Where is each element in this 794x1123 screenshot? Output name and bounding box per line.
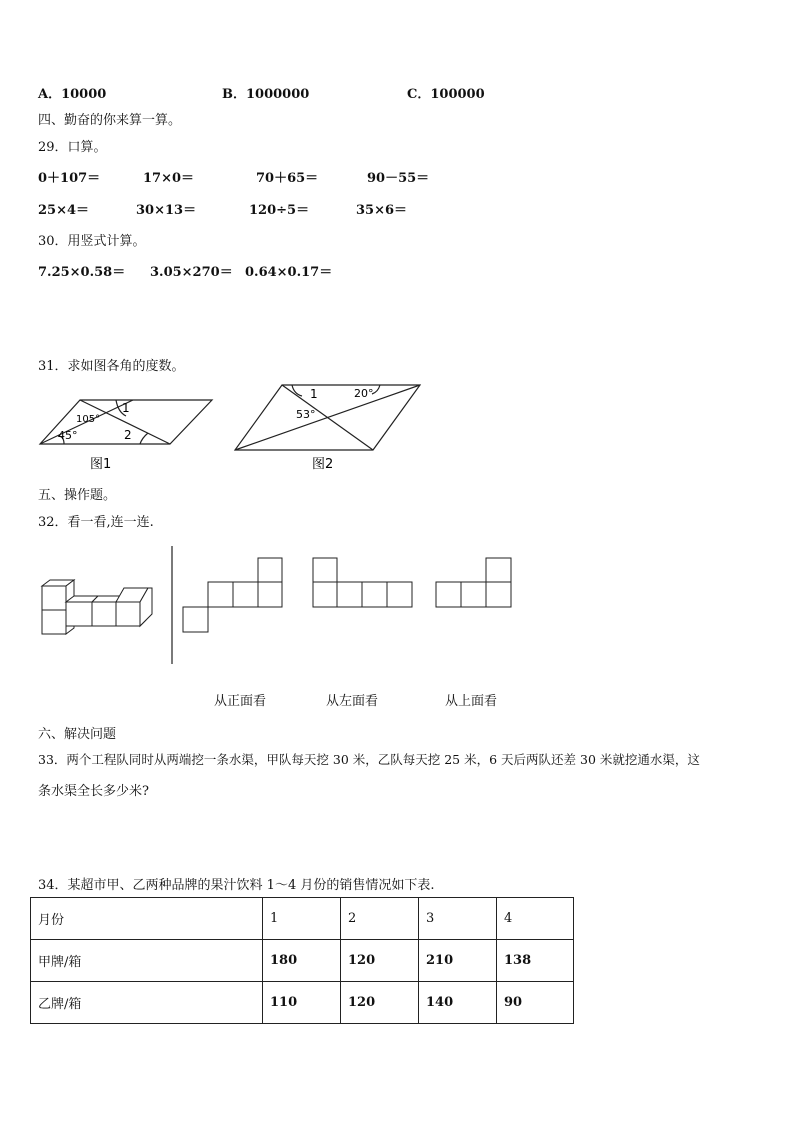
table-row: [31, 940, 574, 982]
section6-title: 六、解决问题: [38, 727, 117, 742]
section4-title: 四、勤奋的你来算一算。: [38, 113, 182, 128]
fig2-angle-1: 1: [310, 387, 318, 401]
table-cell: 110: [263, 982, 341, 1024]
q30-item: 3.05×270＝: [150, 265, 233, 280]
q29-item: 25×4＝: [38, 203, 90, 218]
table-cell: 120: [341, 982, 419, 1024]
q29-item: 90－55＝: [367, 171, 430, 186]
table-cell: 3: [419, 898, 497, 940]
fig2-caption: 图2: [312, 457, 334, 472]
q29-item: 17×0＝: [143, 171, 195, 186]
q30-item: 0.64×0.17＝: [245, 265, 333, 280]
fig2-angle-20: 20°: [354, 387, 374, 400]
q30-item: 7.25×0.58＝: [38, 265, 126, 280]
fig1-caption: 图1: [90, 457, 112, 472]
table-row: [31, 982, 574, 1024]
table-cell: 120: [341, 940, 419, 982]
sales-table: [30, 897, 574, 1024]
view-label-front: 从正面看: [214, 694, 267, 709]
view-grid-b: [313, 558, 412, 607]
table-cell: 1: [263, 898, 341, 940]
cube-solid: [42, 580, 152, 634]
option-a: A．10000: [38, 87, 107, 102]
q34-label: 34．某超市甲、乙两种品牌的果汁饮料 1～4 月份的销售情况如下表.: [38, 878, 435, 893]
table-cell: 甲牌/箱: [31, 940, 263, 982]
option-c: C．100000: [407, 87, 485, 102]
figure-2: [235, 385, 420, 450]
view-grid-c: [436, 558, 511, 607]
view-label-top: 从上面看: [445, 694, 498, 709]
q30-label: 30．用竖式计算。: [38, 234, 146, 249]
table-cell: 2: [341, 898, 419, 940]
view-label-left: 从左面看: [326, 694, 379, 709]
table-cell: 138: [497, 940, 574, 982]
table-cell: 月份: [31, 898, 263, 940]
section5-title: 五、操作题。: [38, 488, 117, 503]
fig1-angle-1: 1: [122, 401, 130, 415]
view-grid-a: [183, 558, 282, 632]
table-cell: 4: [497, 898, 574, 940]
q33-line2: 条水渠全长多少米?: [38, 784, 149, 799]
fig1-angle-2: 2: [124, 428, 132, 442]
q33-line1: 33．两个工程队同时从两端挖一条水渠，甲队每天挖 30 米，乙队每天挖 25 米，6 天后两队还差 30 米就挖通水渠，这: [38, 752, 700, 767]
table-header-row: [31, 898, 574, 940]
q29-item: 120÷5＝: [249, 203, 310, 218]
fig2-angle-53: 53°: [296, 408, 316, 421]
fig1-angle-45: 45°: [58, 429, 78, 442]
q32-label: 32．看一看,连一连.: [38, 515, 154, 530]
q31-figures: [30, 380, 430, 475]
table-cell: 90: [497, 982, 574, 1024]
fig1-angle-105: 105°: [76, 414, 101, 425]
q29-label: 29．口算。: [38, 140, 107, 155]
q29-item: 30×13＝: [136, 203, 197, 218]
table-cell: 210: [419, 940, 497, 982]
table-cell: 乙牌/箱: [31, 982, 263, 1024]
table-cell: 180: [263, 940, 341, 982]
q31-label: 31．求如图各角的度数。: [38, 359, 185, 374]
q29-item: 70＋65＝: [256, 171, 319, 186]
q29-item: 0＋107＝: [38, 171, 101, 186]
q29-item: 35×6＝: [356, 203, 408, 218]
option-b: B．1000000: [222, 87, 310, 102]
table-cell: 140: [419, 982, 497, 1024]
q32-figures: [30, 540, 530, 670]
